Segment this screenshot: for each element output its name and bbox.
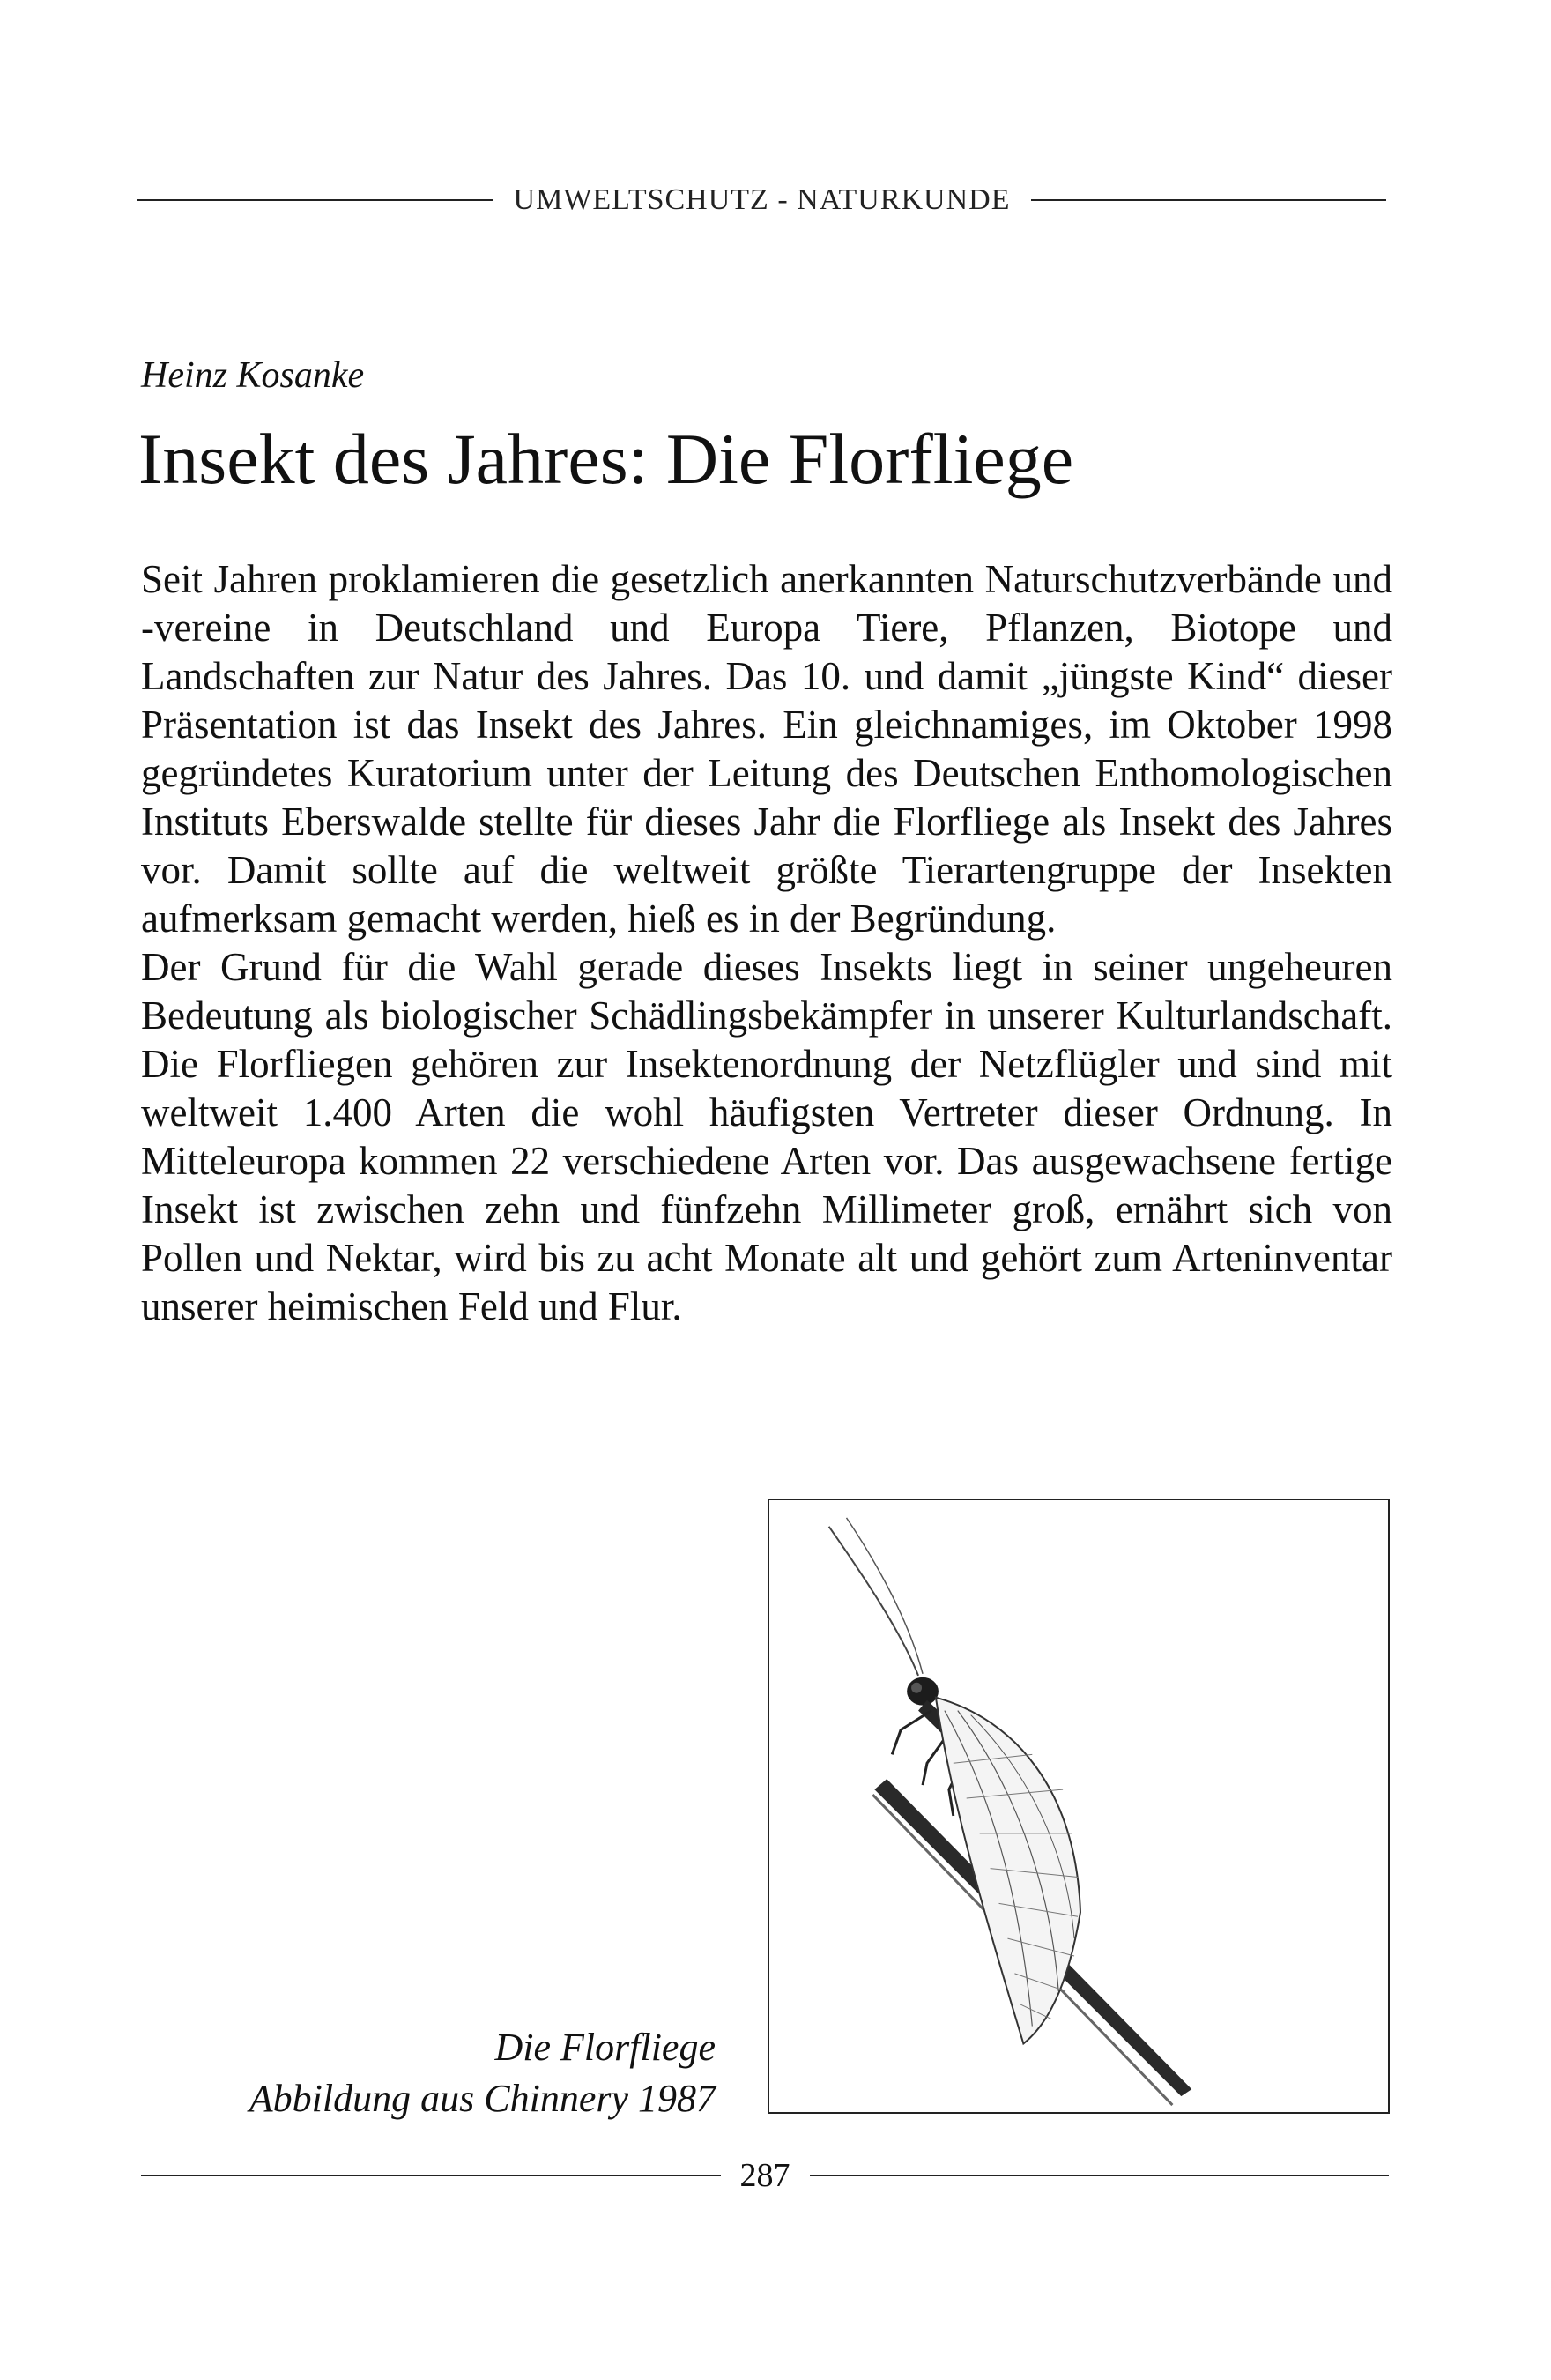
section-label: UMWELTSCHUTZ - NATURKUNDE: [513, 183, 1011, 216]
paragraph: Seit Jahren proklamieren die gesetzlich anerkannten Naturschutzverbände und -vereine in Deutschland und Europa Tiere, Pflanzen, Biotope und Landschaften zur Natur des Jahres. Das 10. und damit „jüngste Kind“ dieser Präsentation ist das Insekt des Jahres. Ein gleichnamiges, im Oktober 1998 gegründetes Kuratorium unter der Leitung des Deutschen Enthomologischen Instituts Eberswalde stellte für dieses Jahr die Florfliege als Insekt des Jahres vor. Damit sollte auf die weltweit größte Tierartengruppe der Insekten aufmerksam gemacht werden, hieß es in der Begründung.: [141, 557, 1392, 941]
running-header: [137, 183, 1386, 217]
figure-image: [768, 1499, 1390, 2114]
author-name: Heinz Kosanke: [141, 355, 365, 396]
page-footer: [141, 2156, 1389, 2195]
caption-source: Abbildung aus Chinnery 1987: [249, 2077, 716, 2120]
header-rule-right: [1031, 199, 1386, 201]
paragraph: Der Grund für die Wahl gerade dieses Insekts liegt in seiner ungeheuren Bedeutung als biologischer Schädlingsbekämpfer in unserer Kulturlandschaft. Die Florfliegen gehören zur Insektenordnung der Netzflügler und sind mit weltweit 1.400 Arten die wohl häufigsten Vertreter dieser Ordnung. In Mitteleuropa kommen 22 verschiedene Arten vor. Das ausgewachsene fertige Insekt ist zwischen zehn und fünfzehn Millimeter groß, ernährt sich von Pollen und Nektar, wird bis zu acht Monate alt und gehört zum Arteninventar unserer heimischen Feld und Flur.: [141, 945, 1392, 1328]
article-title: Insekt des Jahres: Die Florfliege: [138, 419, 1074, 499]
footer-rule-left: [141, 2175, 721, 2176]
figure-caption: [249, 2022, 716, 2124]
footer-rule-right: [810, 2175, 1390, 2176]
header-rule-left: [137, 199, 493, 201]
page-number: 287: [739, 2157, 790, 2194]
caption-title: Die Florfliege: [494, 2026, 716, 2069]
article-body: [141, 555, 1392, 1331]
lacewing-illustration: [769, 1500, 1388, 2112]
